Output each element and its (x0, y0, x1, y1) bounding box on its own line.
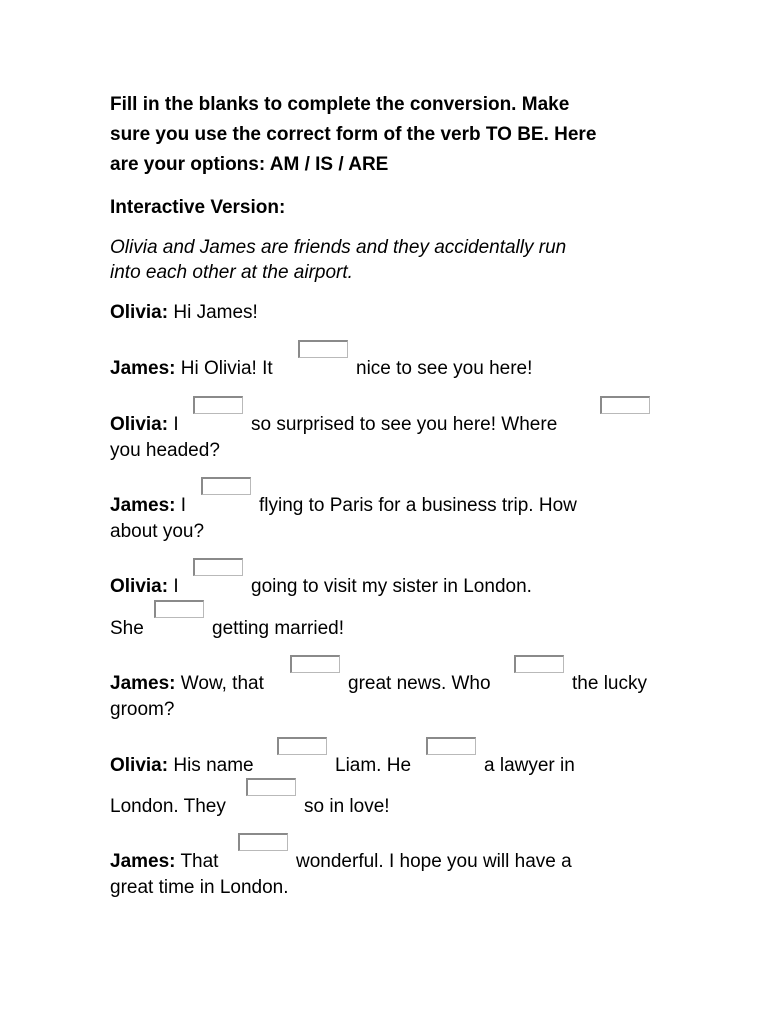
dialogue-text: the lucky (572, 673, 647, 694)
dialogue-text: flying to Paris for a business trip. How (259, 495, 577, 516)
blank-input-3[interactable] (600, 396, 650, 414)
dialogue-text: Hi James! (173, 302, 258, 323)
blank-input-6[interactable] (154, 600, 204, 618)
instructions-line-3: are your options: AM / IS / ARE (110, 154, 389, 175)
speaker-label: James: (110, 851, 176, 872)
blank-input-5[interactable] (193, 558, 243, 576)
dialogue-text: Wow, that (180, 673, 264, 694)
dialogue-text: groom? (110, 699, 175, 720)
dialogue-text: Hi Olivia! It (180, 358, 273, 379)
dialogue-line (110, 414, 179, 436)
dialogue-text: I (180, 495, 187, 516)
speaker-label: James: (110, 673, 176, 694)
blank-input-4[interactable] (201, 477, 251, 495)
speaker-label: James: (110, 495, 176, 516)
section-title: Interactive Version: (110, 197, 286, 218)
blank-input-9[interactable] (277, 737, 327, 755)
dialogue-text: Liam. He (335, 755, 412, 776)
dialogue-line (110, 755, 254, 777)
blank-input-11[interactable] (246, 778, 296, 796)
speaker-label: James: (110, 358, 176, 379)
blank-input-7[interactable] (290, 655, 340, 673)
dialogue-text: so surprised to see you here! Where (251, 414, 558, 435)
dialogue-text: nice to see you here! (356, 358, 533, 379)
dialogue-text: a lawyer in (484, 755, 575, 776)
dialogue-text: I (173, 414, 179, 435)
instructions-line-2: sure you use the correct form of the verb TO BE. Here (110, 124, 597, 145)
dialogue-text: great time in London. (110, 877, 289, 898)
dialogue-line (110, 495, 186, 517)
dialogue-line (110, 576, 179, 598)
dialogue-text: getting married! (212, 618, 345, 639)
blank-input-2[interactable] (193, 396, 243, 414)
dialogue-text: His name (173, 755, 254, 776)
blank-input-12[interactable] (238, 833, 288, 851)
dialogue-text: wonderful. I hope you will have a (296, 851, 572, 872)
blank-input-8[interactable] (514, 655, 564, 673)
dialogue-text: so in love! (304, 796, 390, 817)
dialogue-line (110, 302, 258, 324)
blank-input-1[interactable] (298, 340, 348, 358)
speaker-label: Olivia: (110, 576, 169, 597)
dialogue-text: going to visit my sister in London. (251, 576, 532, 597)
intro-line-1: Olivia and James are friends and they accidentally run (110, 237, 567, 258)
speaker-label: Olivia: (110, 755, 169, 776)
dialogue-text: about you? (110, 521, 205, 542)
dialogue-line (110, 358, 273, 380)
dialogue-text: She (110, 618, 144, 639)
dialogue-text: London. They (110, 796, 226, 817)
dialogue-line (110, 673, 264, 695)
blank-input-10[interactable] (426, 737, 476, 755)
speaker-label: Olivia: (110, 414, 169, 435)
speaker-label: Olivia: (110, 302, 169, 323)
dialogue-text: great news. Who (348, 673, 491, 694)
intro-line-2: into each other at the airport. (110, 262, 353, 283)
instructions-line-1: Fill in the blanks to complete the conversion. Make (110, 94, 570, 115)
dialogue-text: That (180, 851, 219, 872)
dialogue-line (110, 851, 218, 873)
dialogue-text: you headed? (110, 440, 220, 461)
dialogue-text: I (173, 576, 179, 597)
